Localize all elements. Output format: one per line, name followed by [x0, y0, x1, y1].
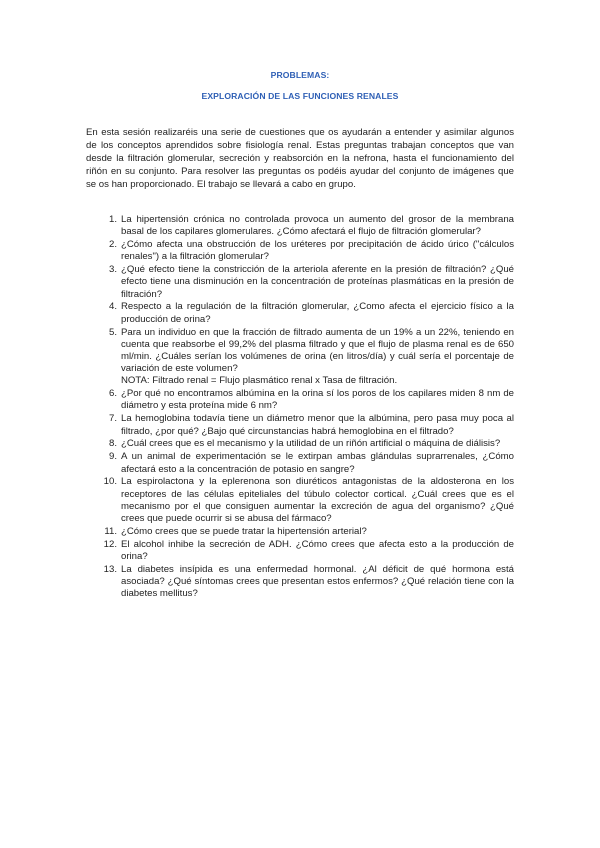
question-item [86, 438, 514, 450]
question-number: 1. [108, 214, 117, 225]
question-text: ¿Por qué no encontramos albúmina en la orina sí los poros de los capilares miden 8 nm de diámetro y esta proteína mide 6 nm? [121, 388, 514, 412]
question-item [86, 239, 514, 263]
question-text: ¿Cómo afecta una obstrucción de los uréteres por precipitación de ácido úrico ("cálculos renales") a la filtración glomerular? [121, 239, 514, 263]
question-number: 4. [108, 301, 117, 313]
question-text: Respecto a la regulación de la filtración glomerular, ¿Como afecta el ejercicio físico a la producción de orina? [121, 301, 514, 325]
question-text: ¿Cómo crees que se puede tratar la hipertensión arterial? [121, 525, 367, 537]
question-text: La hemoglobina todavía tiene un diámetro menor que la albúmina, pero pasa muy poca al filtrado, ¿por qué? ¿Bajo qué circunstancias habrá hemoglobina en el filtrado? [121, 413, 514, 437]
question-number: 6. [108, 388, 117, 400]
question-item [86, 413, 514, 437]
question-text: La diabetes insípida es una enfermedad hormonal. ¿Al déficit de qué hormona está asociada? ¿Qué síntomas crees que presentan estos enfermos? ¿Qué relación tiene con la diabetes mellitus? [121, 563, 514, 600]
question-number: 5. [108, 326, 117, 338]
question-item [86, 451, 514, 475]
question-number: 13. [103, 563, 117, 575]
question-item [86, 539, 514, 563]
question-number: 2. [108, 239, 117, 251]
question-text: Para un individuo en que la fracción de filtrado aumenta de un 19% a un 22%, teniendo en cuenta que reabsorbe el 99,2% del plasma filtrado y que el flujo de plasma renal es de 650 ml/min. ¿Cuáles serían los volúmenes de orina (en litros/día) y cuál sería el porcentaje de variación de este volumen? [121, 326, 514, 375]
question-item [86, 476, 514, 525]
page-subtitle: EXPLORACIÓN DE LAS FUNCIONES RENALES [201, 91, 399, 101]
question-number: 8. [108, 438, 117, 450]
question-text: La hipertensión crónica no controlada provoca un aumento del grosor de la membrana basal de los capilares glomerulares. ¿Cómo afectará el flujo de filtración glomerular? [121, 214, 514, 238]
question-number: 10. [103, 476, 117, 488]
question-text: El alcohol inhibe la secreción de ADH. ¿Cómo crees que afecta esto a la producción de orina? [121, 538, 514, 563]
question-item [86, 526, 514, 538]
question-text: La espirolactona y la eplerenona son diuréticos antagonistas de la aldosterona en los receptores de las células epiteliales del túbulo colector cortical. ¿Cuál crees que es el mecanismo por el que consiguen aumentar la excreción de agua del organismo? ¿Qué crees que puede ocurrir si se abusa del fármaco? [121, 476, 514, 525]
questions-list [86, 214, 514, 601]
question-text: ¿Cuál crees que es el mecanismo y la utilidad de un riñón artificial o máquina de diálisis? [121, 438, 501, 450]
question-number: 9. [108, 451, 117, 463]
question-number: 11. [104, 525, 117, 537]
question-text: ¿Qué efecto tiene la constricción de la arteriola aferente en la presión de filtración? ¿Qué efecto tiene una disminución en la concentración de proteínas plasmáticas en la presión de filtración? [121, 264, 514, 300]
question-number: 3. [108, 264, 117, 276]
intro-paragraph: En esta sesión realizaréis una serie de cuestiones que os ayudarán a entender y asimilar algunos de los conceptos aprendidos sobre fisiología renal. Estas preguntas trabajan conceptos que van desde la filtración glomerular, secreción y reabsorción en la nefrona, hasta el funcionamiento del riñón en su conjunto. Para resolver las preguntas os podéis ayudar del conjunto de imágenes que se os han proporcionado. El trabajo se llevará a cabo en grupo. [86, 127, 514, 191]
question-item [86, 327, 514, 388]
question-item [86, 388, 514, 412]
question-item [86, 214, 514, 238]
question-number: 12. [103, 538, 117, 550]
question-item [86, 301, 514, 325]
question-note: NOTA: Filtrado renal = Flujo plasmático renal x Tasa de filtración. [121, 375, 398, 387]
question-item [86, 564, 514, 601]
question-item [86, 264, 514, 301]
page-title: PROBLEMAS: [270, 70, 330, 80]
question-text: A un animal de experimentación se le extirpan ambas glándulas suprarrenales, ¿Cómo afectará esto a la concentración de potasio en sangre? [121, 451, 514, 475]
question-number: 7. [108, 413, 117, 425]
